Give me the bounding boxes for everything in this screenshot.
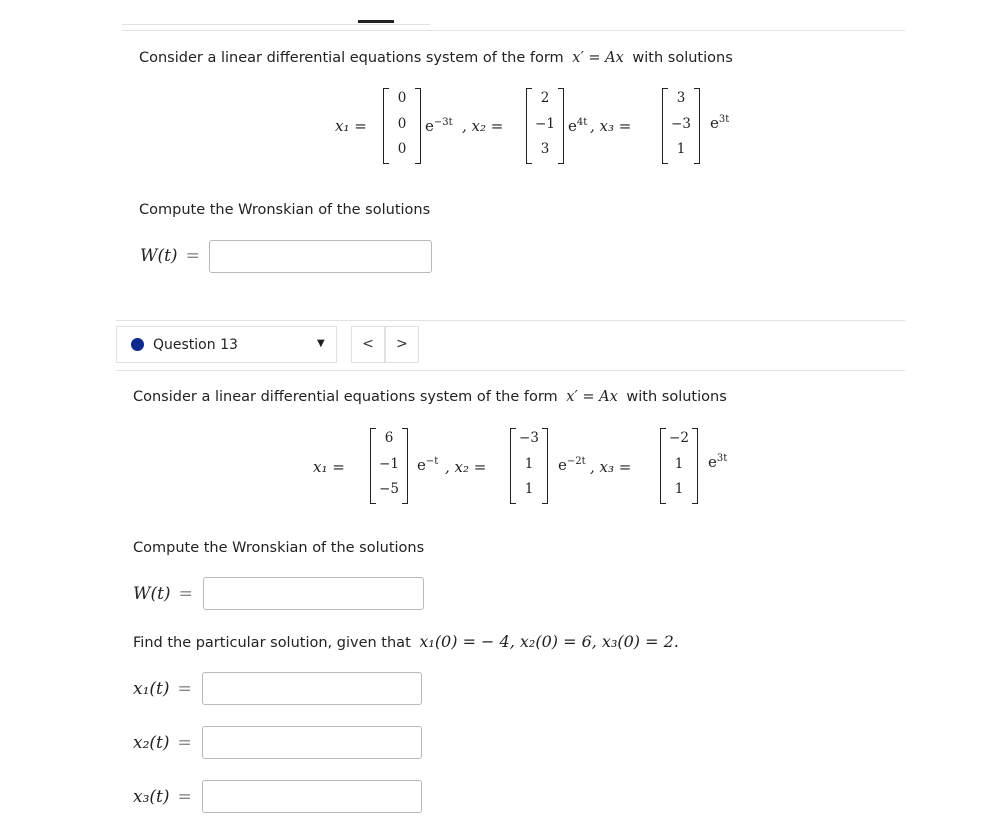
top-divider bbox=[122, 24, 430, 25]
question-status-dot bbox=[131, 338, 144, 351]
section-divider-3 bbox=[116, 370, 905, 371]
q12-x2-vector: 2 −1 3 bbox=[526, 88, 564, 164]
q12-x3-vector: 3 −3 1 bbox=[662, 88, 700, 164]
q12-x1-vector: 0 0 0 bbox=[383, 88, 421, 164]
q13-x1-label: x₁ = bbox=[313, 458, 345, 476]
section-divider-2 bbox=[116, 320, 905, 321]
q12-wronskian-label: W(t) = bbox=[140, 246, 200, 266]
q12-prompt: Consider a linear differential equations system of the form x′ = Ax with solutions bbox=[139, 50, 733, 66]
q12-x1-label: x₁ = bbox=[335, 117, 367, 135]
q13-wronskian-prompt: Compute the Wronskian of the solutions bbox=[133, 540, 425, 556]
question-selector-label: Question 13 bbox=[153, 337, 238, 353]
q12-x3-label: , x₃ = bbox=[590, 117, 632, 135]
q13-x3t-input[interactable] bbox=[202, 780, 422, 813]
q13-x1t-label: x₁(t) = bbox=[133, 679, 192, 699]
q13-particular-prompt: Find the particular solution, given that x₁(0) = − 4, x₂(0) = 6, x₃(0) = 2. bbox=[133, 632, 679, 651]
q12-x3-exponential: $e^{3t}$ bbox=[710, 114, 730, 132]
chevron-down-icon: ▼ bbox=[317, 338, 325, 349]
q13-x2-exponential: $e^{-2t}$ bbox=[558, 456, 586, 474]
q13-wronskian-input[interactable] bbox=[203, 577, 424, 610]
q13-wronskian-label: W(t) = bbox=[133, 584, 193, 604]
previous-question-button[interactable]: < bbox=[351, 326, 385, 363]
next-question-button[interactable]: > bbox=[385, 326, 419, 363]
q13-x3-exponential: $e^{3t}$ bbox=[708, 453, 728, 471]
q12-wronskian-input[interactable] bbox=[209, 240, 432, 273]
question-selector[interactable] bbox=[116, 326, 337, 363]
q13-prompt: Consider a linear differential equations system of the form x′ = Ax with solutions bbox=[133, 389, 727, 405]
q13-x1-exponential: $e^{-t}$ bbox=[417, 456, 439, 474]
q12-wronskian-prompt: Compute the Wronskian of the solutions bbox=[139, 202, 431, 218]
q13-x1t-input[interactable] bbox=[202, 672, 422, 705]
q13-x2-label: , x₂ = bbox=[445, 458, 487, 476]
q12-x2-exponential: $e^{4t}$ bbox=[568, 117, 588, 135]
q13-x2t-input[interactable] bbox=[202, 726, 422, 759]
q12-x1-exponential: $e^{-3t}$ bbox=[425, 117, 453, 135]
q12-x2-label: , x₂ = bbox=[462, 117, 504, 135]
top-tab-indicator bbox=[358, 20, 394, 23]
q13-x3-label: , x₃ = bbox=[590, 458, 632, 476]
section-divider-1 bbox=[122, 30, 905, 31]
q13-x3t-label: x₃(t) = bbox=[133, 787, 192, 807]
q13-x2-vector: −3 1 1 bbox=[510, 428, 548, 504]
q13-x1-vector: 6 −1 −5 bbox=[370, 428, 408, 504]
q13-x2t-label: x₂(t) = bbox=[133, 733, 192, 753]
q13-x3-vector: −2 1 1 bbox=[660, 428, 698, 504]
